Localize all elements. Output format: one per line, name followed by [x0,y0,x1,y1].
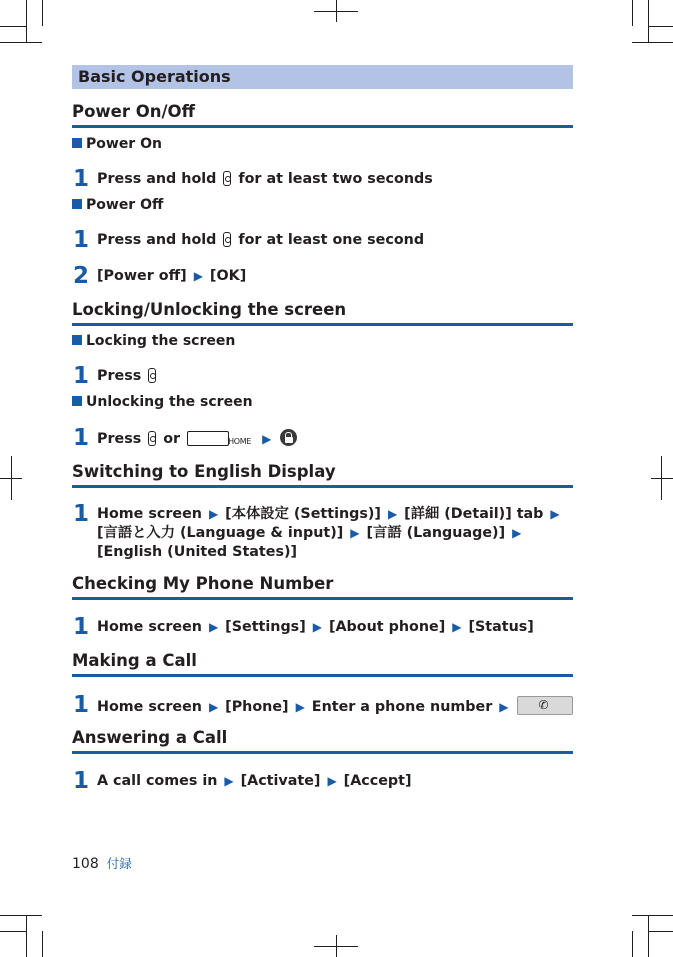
step-text: Home screen [97,619,202,635]
step-power-on-1 [97,170,433,189]
section-english-heading: Switching to English Display [72,462,573,488]
step-power-off-1 [97,231,424,250]
page-number: 108 [72,856,99,872]
crop-mark [314,11,358,12]
lock-icon [280,429,297,446]
sub-locking [72,332,235,350]
arrow-right-icon: ▶ [387,507,398,521]
step-text: [言語と入力 (Language & input)] [97,525,344,541]
bullet-square-icon [72,335,82,345]
step-text: Home screen [97,506,202,522]
step-number: 1 [73,692,90,718]
step-lock-1 [97,367,158,386]
step-text: [詳細 (Detail)] tab [404,506,544,522]
step-english-1 [97,505,573,562]
crop-mark [0,915,42,916]
crop-mark [648,931,673,932]
sub-unlocking [72,393,253,411]
power-key-icon [148,431,156,446]
crop-mark [648,0,649,42]
call-button-icon [517,696,573,715]
section-answer-heading: Answering a Call [72,728,573,754]
footer-label: 付録 [106,856,132,871]
section-lock-heading: Locking/Unlocking the screen [72,300,573,326]
chapter-banner: Basic Operations [72,65,573,89]
step-text: [OK] [209,268,247,284]
step-number-1 [97,618,534,637]
arrow-right-icon: ▶ [208,507,219,521]
step-text: [言語 (Language)] [366,525,506,541]
home-key-label: HOME [228,437,252,446]
sub-label: Power Off [86,197,164,213]
crop-mark [632,42,673,43]
power-key-icon [223,171,231,186]
arrow-right-icon: ▶ [512,526,522,540]
crop-mark [42,931,43,957]
step-text: [About phone] [328,619,446,635]
phone-icon: ✆ [538,698,549,712]
sub-label: Unlocking the screen [86,394,253,410]
step-text: for at least two seconds [238,171,433,187]
step-text: or [163,431,181,447]
crop-mark [0,42,42,43]
step-text: [本体設定 (Settings)] [225,506,381,522]
step-text: [Activate] [240,773,321,789]
step-text: [Power off] [97,268,187,284]
step-text: for at least one second [238,232,425,248]
arrow-right-icon: ▶ [208,620,219,634]
home-key-icon [187,430,253,446]
step-text: [Settings] [225,619,306,635]
crop-mark [651,478,673,479]
step-text: Home screen [97,699,202,715]
step-text: Press [97,431,142,447]
arrow-right-icon: ▶ [499,700,509,714]
arrow-right-icon: ▶ [295,700,305,714]
step-number: 1 [73,501,90,527]
step-number: 1 [73,425,90,451]
arrow-right-icon: ▶ [312,620,322,634]
crop-mark [648,26,673,27]
arrow-right-icon: ▶ [452,620,462,634]
arrow-right-icon: ▶ [262,432,272,446]
arrow-right-icon: ▶ [224,774,234,788]
step-number: 1 [73,614,90,640]
step-text: Enter a phone number [311,699,493,715]
crop-mark [26,0,27,42]
crop-mark [0,478,22,479]
power-key-icon [223,232,231,247]
sub-power-off [72,196,163,214]
step-text: Press [97,368,142,384]
step-text: [English (United States)] [97,544,298,560]
bullet-square-icon [72,199,82,209]
power-key-icon [148,368,156,383]
arrow-right-icon: ▶ [208,700,219,714]
step-number: 1 [73,363,90,389]
crop-mark [632,0,633,26]
bullet-square-icon [72,396,82,406]
arrow-right-icon: ▶ [350,526,360,540]
step-text: Press and hold [97,171,217,187]
step-number: 1 [73,166,90,192]
sub-power-on [72,135,162,153]
crop-mark [0,26,26,27]
sub-label: Power On [86,136,162,152]
step-number: 2 [73,263,90,289]
crop-mark [0,931,26,932]
arrow-right-icon: ▶ [550,507,560,521]
step-call-1 [97,696,573,717]
step-text: A call comes in [97,773,218,789]
section-power-heading: Power On/Off [72,102,573,128]
step-text: [Status] [468,619,534,635]
crop-mark [632,931,633,957]
crop-mark [632,915,673,916]
arrow-right-icon: ▶ [193,269,203,283]
step-text: Press and hold [97,232,217,248]
section-number-heading: Checking My Phone Number [72,574,573,600]
step-number: 1 [73,227,90,253]
crop-mark [26,915,27,957]
bullet-square-icon [72,138,82,148]
crop-mark [648,915,649,957]
step-power-off-2 [97,267,246,286]
step-number: 1 [73,768,90,794]
section-call-heading: Making a Call [72,651,573,677]
page-footer [72,855,132,873]
sub-label: Locking the screen [86,333,236,349]
step-unlock-1 [97,429,297,449]
step-answer-1 [97,772,412,791]
crop-mark [42,0,43,26]
arrow-right-icon: ▶ [327,774,337,788]
step-text: [Accept] [343,773,412,789]
step-text: [Phone] [225,699,289,715]
crop-mark [314,946,358,947]
